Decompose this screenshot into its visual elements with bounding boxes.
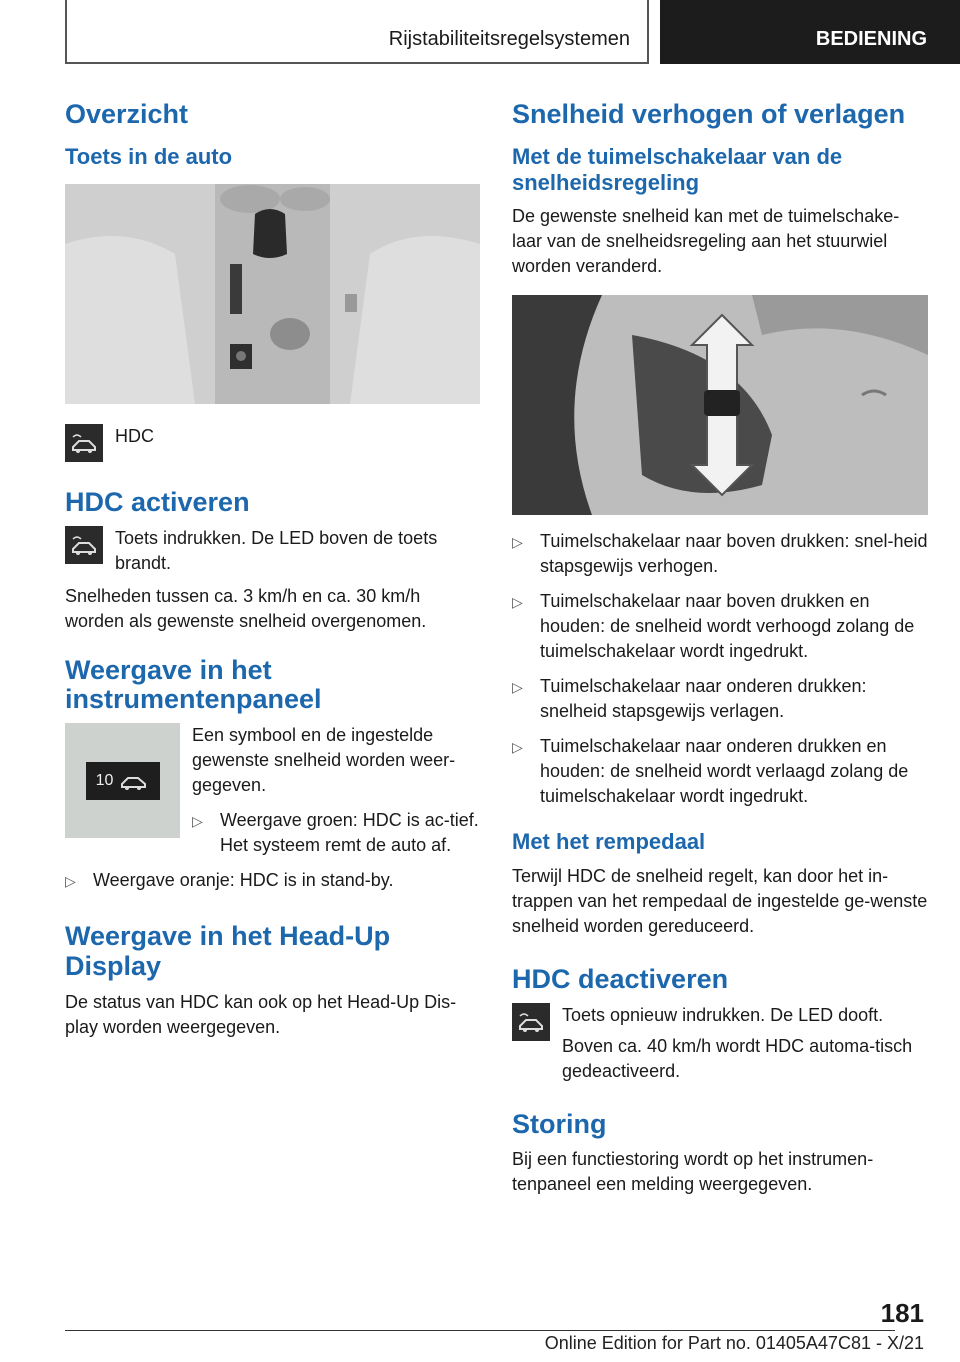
hdc-label: HDC xyxy=(115,426,154,447)
brake-pedal-heading: Met het rempedaal xyxy=(512,829,706,855)
steering-wheel-photo xyxy=(512,295,928,515)
bullet-triangle-icon: ▷ xyxy=(65,873,76,890)
speed-adjust-heading: Snelheid verhogen of verlagen xyxy=(512,99,906,129)
deactivate-text: Toets opnieuw indrukken. De LED dooft. xyxy=(562,1004,884,1025)
hud-heading: Weergave in het Head-Up Display xyxy=(65,921,391,981)
bullet-triangle-icon: ▷ xyxy=(512,594,523,611)
deactivate-row xyxy=(512,1003,928,1084)
header-section-title: Rijstabiliteitsregelsystemen xyxy=(388,28,630,50)
bullet-triangle-icon: ▷ xyxy=(512,739,523,756)
page-number: 181 xyxy=(880,1298,924,1328)
activate-text: Toets indrukken. De LED boven de toets brandt. xyxy=(115,527,438,573)
center-console-photo xyxy=(65,184,480,404)
set-speed-value: 10 xyxy=(95,771,114,789)
display-block xyxy=(65,723,480,868)
hdc-icon-row xyxy=(65,424,480,462)
overview-heading: Overzicht xyxy=(65,99,189,129)
hdc-activate-heading: HDC activeren xyxy=(65,487,250,518)
display-bullet: ▷ Weergave oranje: HDC is in stand-by. xyxy=(65,868,480,894)
rocker-bullet: ▷ Tuimelschakelaar naar boven drukken en houden: de snelheid wordt verhoogd zolang de tuimelschakelaar wordt ingedrukt. xyxy=(512,589,928,664)
rocker-bullet: ▷ Tuimelschakelaar naar onderen drukken: snelheid stapsgewijs verlagen. xyxy=(512,674,928,724)
bullet-triangle-icon: ▷ xyxy=(192,813,203,830)
button-in-car-heading: Toets in de auto xyxy=(65,143,233,169)
rocker-text: De gewenste snelheid kan met de tuimelschake-laar van de snelheidsregeling aan het stuurwiel worden veranderd. xyxy=(512,206,900,277)
display-heading: Weergave in het instrumentenpaneel xyxy=(65,654,322,715)
header-chapter-tab: BEDIENING xyxy=(660,0,960,64)
footer-edition: Online Edition for Part no. 01405A47C81 - X/21 xyxy=(544,1333,924,1353)
display-bullet: ▷ Weergave groen: HDC is ac-tief. Het systeem remt de auto af. xyxy=(192,808,480,858)
hdc-car-icon xyxy=(119,771,149,791)
rocker-bullet: ▷ Tuimelschakelaar naar boven drukken: snel-heid stapsgewijs verhogen. xyxy=(512,529,928,579)
rocker-bullet: ▷ Tuimelschakelaar naar onderen drukken en houden: de snelheid wordt verlaagd zolang de tuimelschakelaar wordt ingedrukt. xyxy=(512,734,928,809)
bullet-triangle-icon: ▷ xyxy=(512,534,523,551)
left-column xyxy=(65,100,480,1040)
activate-row xyxy=(65,526,480,576)
hdc-display-symbol xyxy=(86,762,160,800)
rocker-bullet-list xyxy=(512,529,928,809)
instrument-display-image xyxy=(65,723,180,838)
display-text: Een symbool en de ingestelde gewenste snelheid worden weer-gegeven. xyxy=(192,725,456,796)
fault-text: Bij een functiestoring wordt op het instrumen-tenpaneel een melding weergegeven. xyxy=(512,1149,874,1195)
hdc-button-icon xyxy=(512,1003,550,1041)
rocker-heading: Met de tuimelschakelaar van de snelheidsregeling xyxy=(512,143,843,196)
right-column xyxy=(512,100,928,1197)
hdc-deactivate-heading: HDC deactiveren xyxy=(512,963,729,994)
footer-divider xyxy=(65,1330,895,1331)
hdc-button-icon xyxy=(65,424,103,462)
bullet-triangle-icon: ▷ xyxy=(512,679,523,696)
speed-range-text: Snelheden tussen ca. 3 km/h en ca. 30 km/h worden als gewenste snelheid overgenomen. xyxy=(65,585,427,631)
hud-text: De status van HDC kan ook op het Head-Up Dis-play worden weergegeven. xyxy=(65,991,457,1037)
hdc-button-icon xyxy=(65,526,103,564)
brake-pedal-text: Terwijl HDC de snelheid regelt, kan door het in-trappen van het rempedaal de ingestelde ge-wenste snelheid worden gereduceerd. xyxy=(512,865,928,936)
fault-heading: Storing xyxy=(512,1108,607,1139)
auto-deactivate-text: Boven ca. 40 km/h wordt HDC automa-tisch gedeactiveerd. xyxy=(562,1035,913,1081)
